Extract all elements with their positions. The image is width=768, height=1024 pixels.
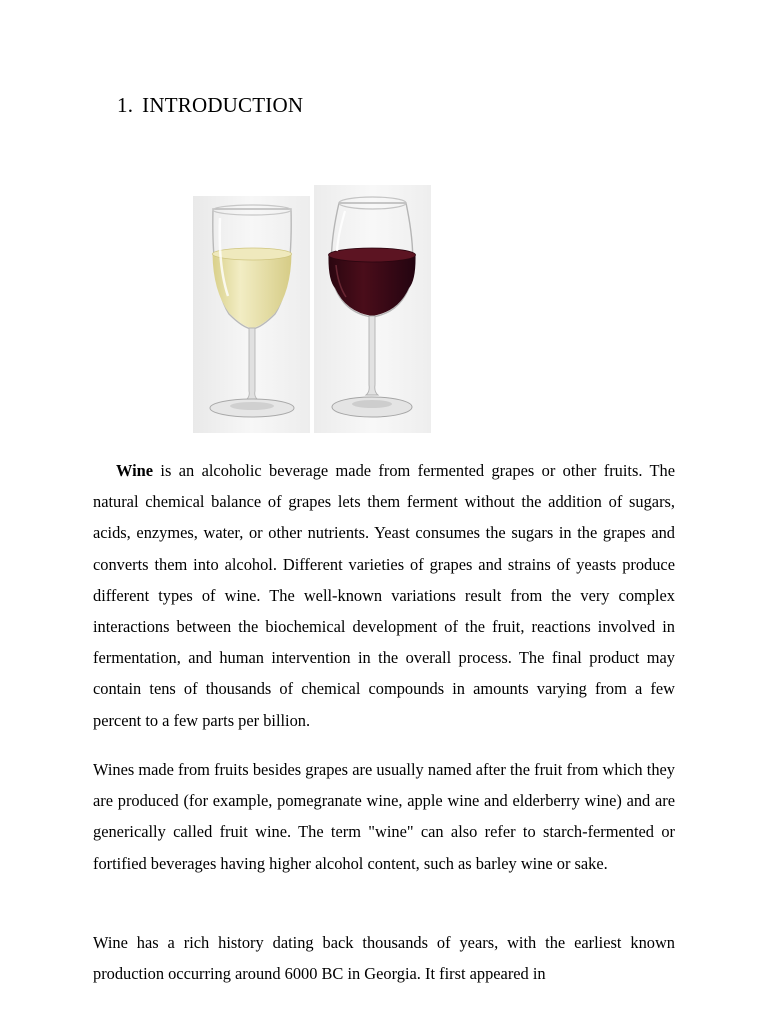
white-wine-glass-image bbox=[193, 196, 310, 433]
intro-paragraph-2: Wines made from fruits besides grapes are usually named after the fruit from which they are produced (for example, pomegranate wine, apple wine and elderberry wine) and are generically called fruit wine. The term "wine" can also refer to starch-fermented or fortified beverages having higher alcohol content, such as barley wine or sake. bbox=[93, 760, 675, 873]
intro-paragraph-3: Wine has a rich history dating back thousands of years, with the earliest known production occurring around 6000 BC in Georgia. It first appeared in bbox=[93, 933, 675, 984]
paragraph-1-text: is an alcoholic beverage made from fermented grapes or other fruits. The natural chemical balance of grapes lets them ferment without the addition of sugars, acids, enzymes, water, or other nutrients. Yeast consumes the sugars in the grapes and converts them into alcohol. Different varieties of grapes and strains of yeasts produce different types of wine. The well-known variations result from the very complex interactions between the biochemical development of the fruit, reactions involved in fermentation, and human intervention in the overall process. The final product may contain tens of thousands of chemical compounds in amounts varying from a few percent to a few parts per billion. bbox=[93, 461, 675, 730]
section-heading bbox=[117, 93, 303, 118]
wine-term: Wine bbox=[116, 461, 154, 480]
intro-paragraph-1 bbox=[93, 455, 675, 736]
section-number: 1. bbox=[117, 93, 134, 117]
section-title: INTRODUCTION bbox=[142, 93, 304, 117]
red-wine-glass-image bbox=[314, 185, 431, 433]
